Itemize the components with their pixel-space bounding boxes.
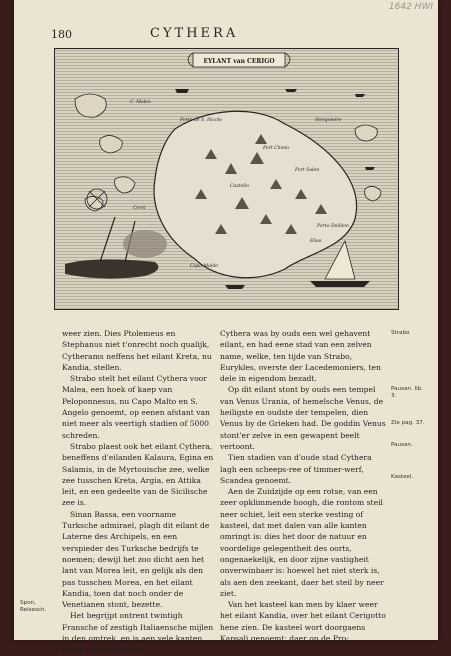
map-illustration [55, 49, 398, 309]
paragraph: Strabo plaest ook het eilant Cythera, beneffens d'eilanden Kalaura, Egina en Salamis, in de Myrtouische zee, welke zee tusschen Kreta, Argia, en Attika leit, en een gedeelte van de Sicilische zee is. [62, 441, 214, 508]
svg-text:Porto de S. Nicolo: Porto de S. Nicolo [180, 118, 223, 123]
paragraph: Tien stadien van d'oude stad Cythera lagh een scheeps-ree of timmer-werf, Scandea genoemt. [220, 453, 372, 485]
svg-text:Port Salen: Port Salen [295, 168, 320, 173]
engraved-map [54, 48, 399, 310]
paragraph: Aen de Zuidzijde op een rotse, van een zeer opklimmende hoogh, die rontom steil neer schiet, leit een sterke vesting of kasteel, dat met dalen van alle kanten omringt is: dies het door de natuur en voordelige gelegentheit des oorts, ongenaekelijk, en door zijne vastigheit onverwinbaer is: hoewel het niet sterk is, als aen den zeekant, daer het steil by neer ziet. [220, 487, 384, 598]
paragraph: Op dit eilant stont by ouds een tempel van Venus Urania, of hemelsche Venus, de heiligste en oudste der tempelen, dien Venus by de Grieken had. De goddin Venus stont'er zelve in een gewapent beelt vertoont. [220, 385, 386, 451]
running-title: CYTHERA [150, 26, 239, 41]
margin-note: Zie pag. 37. [391, 420, 425, 426]
svg-text:Cervi: Cervi [133, 206, 146, 211]
margin-note: Strabo [391, 330, 410, 336]
paragraph: weer zien. Dies Ptolemeus en Stephanus niet t'onrecht noch qualijk, Cytherams neffens het eilant Kreta, nu Kandia, stellen. [62, 329, 212, 372]
page-number: 180 [51, 28, 72, 41]
margin-note: Spon, Reisesch. [20, 600, 47, 613]
paragraph: Van het kasteel kan men by klaer weer het eilant Kandia, over het eilant Cerigotto hene zien. De kasteel wort doorgaens Kapsali genoemt: daer op de Pro- [220, 600, 386, 644]
paragraph: Cythera was by ouds een wel gehavent eilant, en had eene stad van een zelven name, welke, ten tijde van Strabo, Eurykles, overste der Lacedemoniers, ten dele in eigendom bezadt. [220, 329, 381, 384]
svg-text:Porto Dolilion: Porto Dolilion [317, 224, 349, 229]
margin-note: Kasteel. [391, 474, 414, 480]
paragraph: Strabo stelt het eilant Cythera voor Malea, een hoek of kaep van Peloponnesus, nu Capo Malto en S. Angelo genoemt, op eenen afstant van niet meer als veertigh stadien of 5000 schreden. [62, 374, 210, 440]
margin-note: Pausan. lib. 3. [391, 386, 423, 399]
text-column-left [62, 328, 214, 656]
svg-text:Elias: Elias [310, 239, 322, 244]
svg-text:Castello: Castello [230, 184, 249, 189]
svg-text:Capo Maldo: Capo Maldo [190, 264, 219, 269]
margin-note: Pausan. [391, 442, 413, 448]
svg-text:C. Maleo: C. Maleo [130, 100, 151, 105]
text-column-right [220, 328, 390, 644]
paragraph: Sinan Bassa, een voorname Turksche admirael, plagh dit eilant de Laterne des Archipels, en een verspieder des Turksche bedrijfs te noemen; dewijl het zoo dicht aen het lant van Morea leit, en gelijk als den pas tusschen Morea, en het eilant Kandia, toen dat noch onder de Venetianen stont, bezette. [62, 509, 210, 610]
svg-text:Port Chielo: Port Chielo [263, 146, 290, 151]
pencil-note: 1642 HWI [388, 2, 433, 12]
map-title: EYLANT van CERIGO [203, 58, 275, 65]
paragraph: Het begrijpt ontrent twintigh Fransche of zestigh Italiaensche mijlen in den omtrek, en is aen vele kanten met klippen omringt. [62, 611, 214, 655]
svg-text:Stregonere: Stregonere [315, 118, 342, 123]
